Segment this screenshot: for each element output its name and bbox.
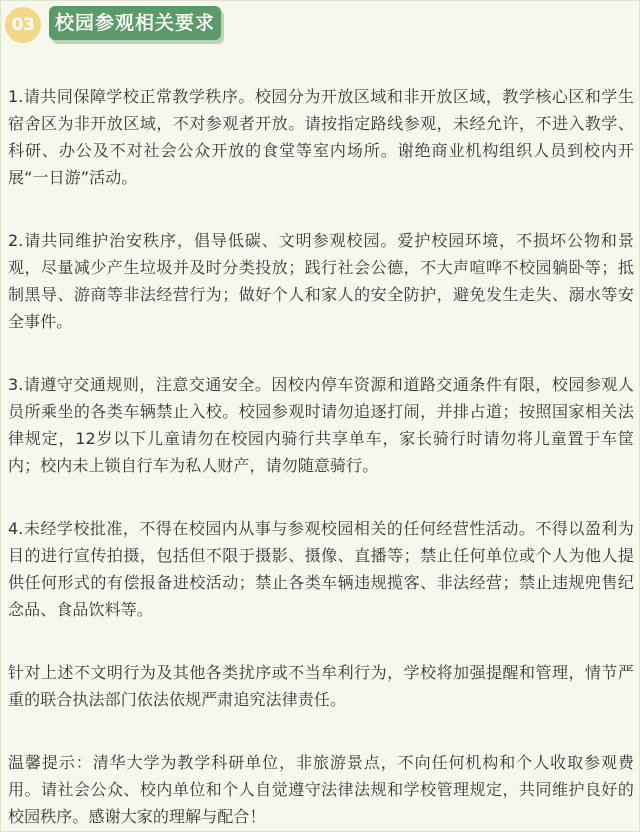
section-number-badge: 03 (5, 7, 41, 43)
paragraph-4: 4.未经学校批准，不得在校园内从事与参观校园相关的任何经营性活动。不得以盈利为目的进行宣传拍摄，包括但不限于摄影、摄像、直播等；禁止任何单位或个人为他人提供任何形式的有偿报备进校活动；禁止各类车辆违规揽客、非法经营；禁止违规兜售纪念品、食品饮料等。 (8, 519, 634, 619)
paragraph-1: 1.请共同保障学校正常教学秩序。校园分为开放区域和非开放区域，教学核心区和学生宿舍区为非开放区域，不对参观者开放。请按指定路线参观，未经允许，不进入教学、科研、办公及不对社会公众开放的食堂等室内场所。谢绝商业机构组织人员到校内开展“一日游”活动。 (8, 87, 634, 187)
paragraph-3: 3.请遵守交通规则，注意交通安全。因校内停车资源和道路交通条件有限，校园参观人员所乘坐的各类车辆禁止入校。校园参观时请勿追逐打闹，并排占道；按照国家相关法律规定，12岁以下儿童请勿在校园内骑行共享单车，家长骑行时请勿将儿童置于车筐内；校内未上锁自行车为私人财产，请勿随意骑行。 (8, 375, 634, 475)
section-title: 校园参观相关要求 (49, 6, 221, 40)
paragraph-6: 温馨提示：清华大学为教学科研单位，非旅游景点，不向任何机构和个人收取参观费用。请社会公众、校内单位和个人自觉遵守法律法规和学校管理规定，共同维护良好的校园秩序。感谢大家的理解与配合！ (8, 753, 634, 826)
section-header (5, 5, 635, 45)
paragraph-5: 针对上述不文明行为及其他各类扰序或不当牟利行为，学校将加强提醒和管理，情节严重的联合执法部门依法依规严肃追究法律责任。 (8, 663, 634, 709)
paragraph-2: 2.请共同维护治安秩序，倡导低碳、文明参观校园。爱护校园环境，不损坏公物和景观，尽量减少产生垃圾并及时分类投放；践行社会公德，不大声喧哗不校园躺卧等；抵制黑导、游商等非法经营行为；做好个人和家人的安全防护，避免发生走失、溺水等安全事件。 (8, 231, 634, 331)
